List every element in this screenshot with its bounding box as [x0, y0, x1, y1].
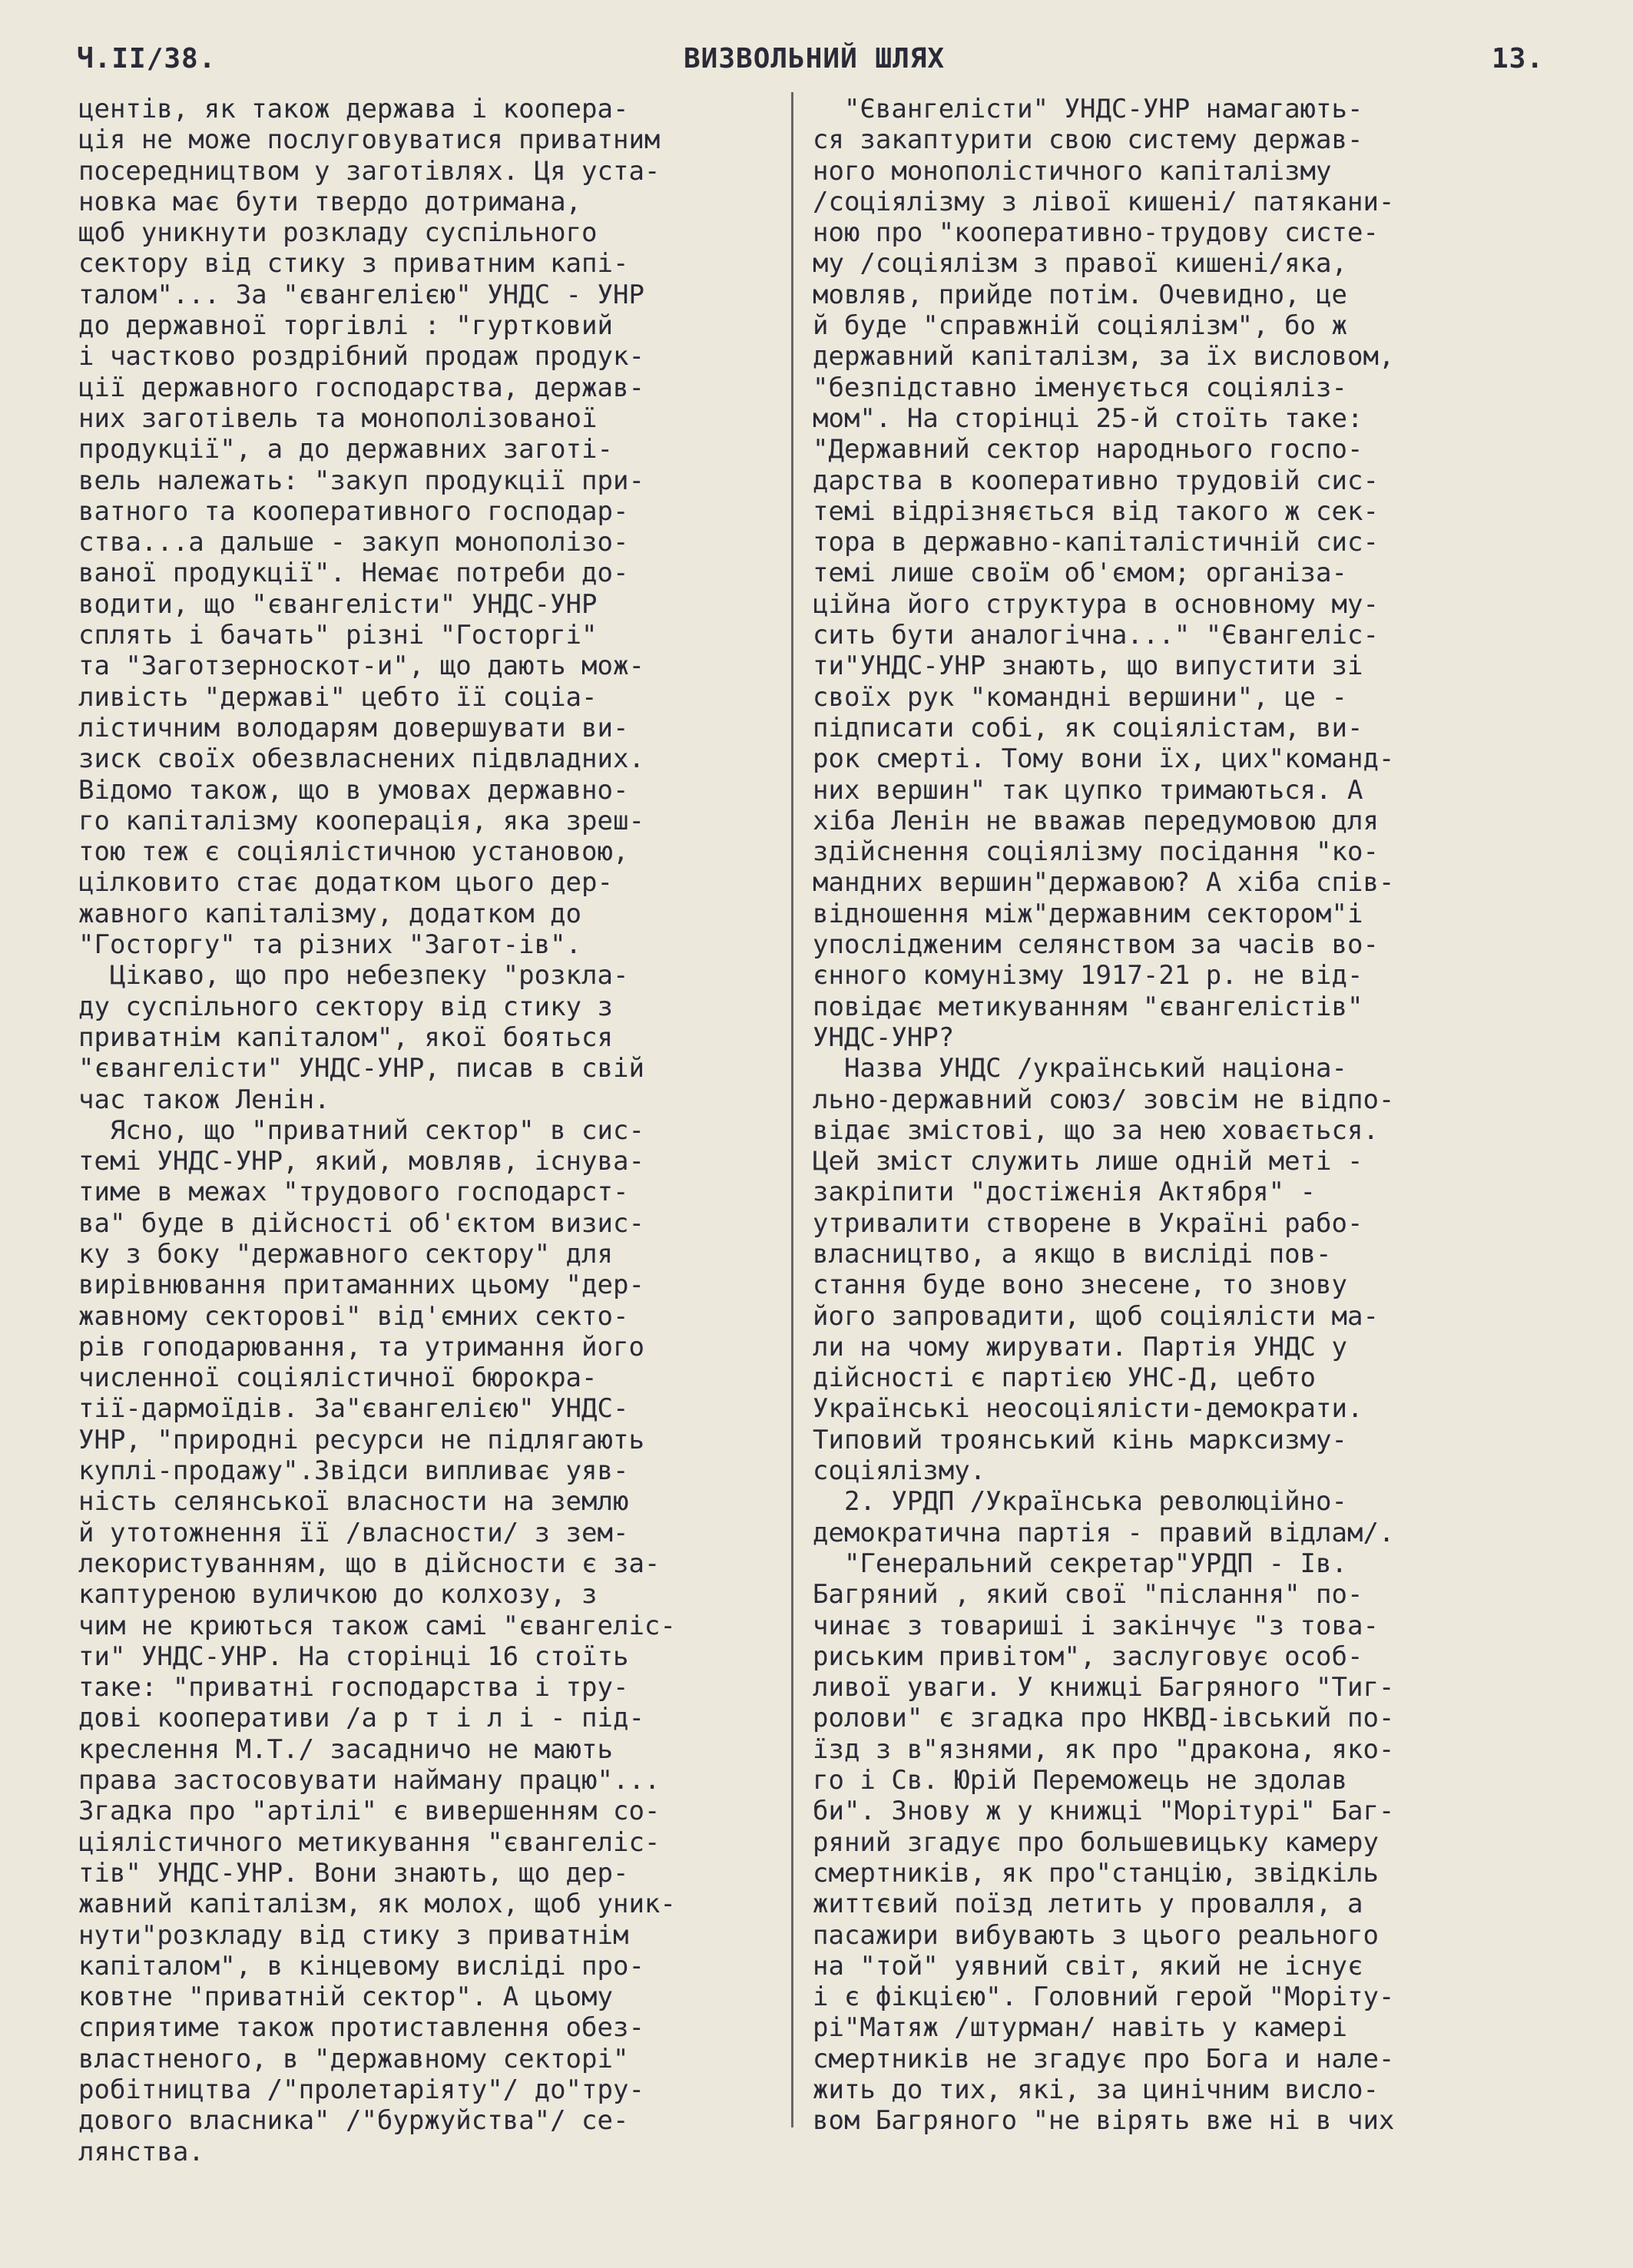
text-line: куплі-продажу".Звідси випливає уяв-: [78, 1455, 629, 1487]
text-line: новка має бути твердо дотримана,: [78, 186, 582, 217]
text-line: щоб уникнути розкладу суспільного: [78, 217, 598, 249]
text-line: "Державний сектор народнього госпо-: [813, 434, 1363, 465]
text-line: мовляв, прийде потім. Очевидно, це: [813, 279, 1347, 310]
text-line: ли на чому жирувати. Партія УНДС у: [813, 1331, 1347, 1362]
text-line: ку з боку "державного сектору" для: [78, 1238, 613, 1270]
text-line: /соціялізму з лівої кишені/ патякани-: [813, 186, 1395, 217]
text-line: темі лише своїм об'ємом; організа-: [813, 558, 1347, 589]
text-line: його запровадити, щоб соціялісти ма-: [813, 1300, 1379, 1332]
text-line: креслення М.Т./ засадничо не мають: [78, 1733, 613, 1765]
text-line: цілковито стає додатком цього дер-: [78, 867, 613, 899]
journal-title: ВИЗВОЛЬНИЙ ШЛЯХ: [684, 43, 946, 74]
text-line: льно-державний союз/ зовсім не відпо-: [813, 1084, 1395, 1115]
text-line: талом"... За "євангелією" УНДС - УНР: [78, 279, 644, 310]
text-line: "Євангелісти" УНДС-УНР намагають-: [813, 94, 1363, 124]
text-line: чинає з товариші і закінчує "з това-: [813, 1610, 1379, 1641]
text-line: смертників, як про"станцію, звідкіль: [813, 1857, 1379, 1889]
text-line: "безпідставно іменується соціяліз-: [813, 372, 1347, 403]
text-line: сплять і бачать" різні "Госторгі": [78, 620, 598, 651]
text-line: мом". На сторінці 25-й стоїть таке:: [813, 402, 1363, 434]
text-line: приватнім капіталом", якої бояться: [78, 1021, 613, 1053]
text-line: ролови" є згадка про НКВД-івський по-: [813, 1703, 1395, 1734]
text-line: тою теж є соціялістичною установою,: [78, 836, 629, 868]
text-line: ти"УНДС-УНР знають, що випустити зі: [813, 651, 1363, 682]
text-line: Типовий троянський кінь марксизму-: [813, 1424, 1347, 1455]
text-line: рок смерті. Тому вони їх, цих"команд-: [813, 743, 1395, 775]
text-line: Українські неосоціялісти-демократи.: [813, 1393, 1363, 1425]
text-line: Згадка про "артілі" є вивершенням со-: [78, 1796, 661, 1827]
text-line: і є фікцією". Головний герой "Моріту-: [813, 1982, 1395, 2013]
text-line: час також Ленін.: [78, 1084, 330, 1115]
text-line: би". Знову ж у книжці "Морітурі" Баг-: [813, 1796, 1395, 1827]
text-line: тора в державно-капіталістичній сис-: [813, 527, 1379, 558]
text-line: темі УНДС-УНР, який, мовляв, існува-: [78, 1146, 644, 1177]
text-line: водити, що "євангелісти" УНДС-УНР: [78, 588, 598, 620]
text-line: ною про "кооперативно-трудову систе-: [813, 217, 1379, 249]
text-line: ряний згадує про большевицьку камеру: [813, 1826, 1379, 1858]
text-line: тиме в межах "трудового господарст-: [78, 1177, 629, 1208]
text-line: відає змістові, що за нею ховається.: [813, 1114, 1379, 1146]
text-line: Ясно, що "приватний сектор" в сис-: [78, 1114, 644, 1146]
text-line: ного монополістичного капіталізму: [813, 155, 1332, 187]
text-line: дійсності є партією УНС-Д, цебто: [813, 1362, 1317, 1394]
text-line: Багряний , який свої "післання" по-: [813, 1579, 1363, 1611]
text-line: чим не криються також самі "євангеліс-: [78, 1610, 676, 1641]
text-line: таке: "приватні господарства і тру-: [78, 1672, 629, 1703]
text-line: соціялізму.: [813, 1455, 986, 1487]
text-line: лянства.: [78, 2136, 204, 2167]
text-line: до державної торгівлі : "гуртковий: [78, 310, 613, 342]
text-line: лекористуванням, що в дійсности є за-: [78, 1548, 661, 1579]
text-line: ся закаптурити свою систему держав-: [813, 124, 1363, 156]
text-line: ватного та кооперативного господар-: [78, 495, 629, 527]
text-line: "євангелісти" УНДС-УНР, писав в свій: [78, 1053, 644, 1084]
text-line: дового власника" /"буржуйства"/ се-: [78, 2105, 629, 2137]
text-line: й утотожнення її /власности/ з зем-: [78, 1517, 629, 1548]
text-line: права застосовувати найману працю"...: [78, 1765, 661, 1796]
text-line: робітництва /"пролетаріяту"/ до"тру-: [78, 2074, 644, 2105]
text-line: ційна його структура в основному му-: [813, 588, 1379, 620]
text-line: ваної продукції". Немає потреби до-: [78, 558, 629, 589]
text-line: сить бути аналогічна..." "Євангеліс-: [813, 620, 1379, 651]
text-line: жавному секторові" від'ємних секто-: [78, 1300, 629, 1332]
text-line: хіба Ленін не вважав передумовою для: [813, 805, 1379, 836]
text-line: відношення між"державним сектором"і: [813, 898, 1363, 929]
text-line: Назва УНДС /український націона-: [813, 1053, 1347, 1084]
text-line: ва" буде в дійсності об'єктом визис-: [78, 1207, 644, 1239]
text-line: посередництвом у заготівлях. Ця уста-: [78, 155, 661, 187]
text-line: демократична партія - правий відлам/.: [813, 1517, 1395, 1548]
text-line: вель належать: "закуп продукції при-: [78, 465, 644, 496]
text-line: підписати собі, як соціялістам, ви-: [813, 712, 1363, 743]
text-line: жить до тих, які, за цинічним висло-: [813, 2074, 1379, 2105]
text-line: "Генеральний секретар"УРДП - Ів.: [813, 1548, 1347, 1579]
text-line: ливої уваги. У книжці Багряного "Тиг-: [813, 1672, 1395, 1703]
text-line: тії-дармоїдів. За"євангелією" УНДС-: [78, 1393, 629, 1425]
text-line: дарства в кооперативно трудовій сис-: [813, 465, 1379, 496]
text-line: утривалити створене в Україні рабо-: [813, 1207, 1363, 1239]
text-line: жавного капіталізму, додатком до: [78, 898, 582, 929]
text-line: єнного комунізму 1917-21 р. не від-: [813, 960, 1363, 992]
text-line: зиск своїх обезвласнених підвладних.: [78, 743, 644, 775]
text-line: повідає метикуванням "євангелістів": [813, 991, 1363, 1022]
text-line: і частково роздрібний продаж продук-: [78, 341, 644, 372]
text-line: рів гоподарювання, та утримання його: [78, 1331, 644, 1362]
text-line: ції державного господарства, держав-: [78, 372, 644, 403]
text-line: ти" УНДС-УНР. На сторінці 16 стоїть: [78, 1641, 629, 1672]
text-line: стання буде воно знесене, то знову: [813, 1270, 1347, 1301]
text-line: "Госторгу" та різних "Загот-ів".: [78, 929, 582, 961]
text-line: сектору від стику з приватним капі-: [78, 248, 629, 280]
text-line: ціялістичного метикування "євангеліс-: [78, 1826, 661, 1858]
text-line: центів, як також держава і коопера-: [78, 94, 629, 124]
text-line: жавний капіталізм, як молох, щоб уник-: [78, 1889, 676, 1920]
text-line: життєвий поїзд летить у провалля, а: [813, 1889, 1363, 1920]
text-line: ду суспільного сектору від стику з: [78, 991, 613, 1022]
text-line: му /соціялізм з правої кишені/яка,: [813, 248, 1347, 280]
text-line: здійснення соціялізму посідання "ко-: [813, 836, 1379, 868]
text-line: ковтне "приватній сектор". А цьому: [78, 1982, 613, 2013]
text-line: властненого, в "державному секторі": [78, 2043, 629, 2074]
text-line: ливість "державі" цебто її соціа-: [78, 681, 598, 713]
text-line: їзд з в"язнями, як про "дракона, яко-: [813, 1733, 1395, 1765]
text-line: рі"Матяж /штурман/ навіть у камері: [813, 2012, 1347, 2044]
text-line: УНР, "природні ресурси не підлягають: [78, 1424, 644, 1455]
text-line: дові кооперативи /а р т і л і - під-: [78, 1703, 644, 1734]
text-line: та "Заготзерноскот-и", що дають мож-: [78, 651, 644, 682]
text-line: смертників не згадує про Бога и нале-: [813, 2043, 1395, 2074]
right-text-column: [813, 94, 1550, 2137]
text-line: Цікаво, що про небезпеку "розкла-: [78, 960, 629, 992]
text-line: численної соціялістичної бюрокра-: [78, 1362, 598, 1394]
text-line: пасажири вибувають з цього реального: [813, 1919, 1379, 1951]
text-line: риським привітом", заслуговує особ-: [813, 1641, 1363, 1672]
text-line: тів" УНДС-УНР. Вони знають, що дер-: [78, 1857, 629, 1889]
text-line: ція не може послуговуватися приватним: [78, 124, 661, 156]
text-line: них вершин" так цупко тримаються. А: [813, 774, 1363, 806]
page-header: [77, 43, 1544, 86]
page-number: 13.: [1491, 43, 1544, 74]
text-line: капіталом", в кінцевому висліді про-: [78, 1950, 644, 1982]
text-line: лістичним володарям довершувати ви-: [78, 712, 629, 743]
text-line: продукції", а до державних заготі-: [78, 434, 613, 465]
text-line: го капіталізму кооперація, яка зреш-: [78, 805, 644, 836]
text-line: державний капіталізм, за їх висловом,: [813, 341, 1395, 372]
text-line: вом Багряного "не вірять вже ні в чих: [813, 2105, 1395, 2137]
text-line: них заготівель та монополізованої: [78, 402, 598, 434]
text-line: й буде "справжній соціялізм", бо ж: [813, 310, 1347, 342]
text-line: на "той" уявний світ, який не існує: [813, 1950, 1363, 1982]
text-line: мандних вершин"державою? А хіба спів-: [813, 867, 1395, 899]
text-line: УНДС-УНР?: [813, 1021, 955, 1053]
text-line: закріпити "достіжєнія Актября" -: [813, 1177, 1317, 1208]
text-line: вирівнювання притаманних цьому "дер-: [78, 1270, 644, 1301]
issue-number: Ч.II/38.: [77, 43, 217, 74]
left-text-column: [78, 94, 816, 2167]
text-line: Цей зміст служить лише одній меті -: [813, 1146, 1363, 1177]
text-line: Відомо також, що в умовах державно-: [78, 774, 629, 806]
text-line: 2. УРДП /Українська революційно-: [813, 1486, 1347, 1518]
text-line: власництво, а якщо в висліді пов-: [813, 1238, 1332, 1270]
text-line: ства...а дальше - закуп монополізо-: [78, 527, 629, 558]
text-line: каптуреною вуличкою до колхозу, з: [78, 1579, 598, 1611]
text-line: темі відрізняється від такого ж сек-: [813, 495, 1379, 527]
text-line: упослідженим селянством за часів во-: [813, 929, 1379, 961]
text-line: своїх рук "командні вершини", це -: [813, 681, 1347, 713]
text-line: го і Св. Юрій Переможець не здолав: [813, 1765, 1347, 1796]
text-line: сприятиме також протиставлення обез-: [78, 2012, 644, 2044]
text-line: нути"розкладу від стику з приватнім: [78, 1919, 629, 1951]
text-line: ність селянської власности на землю: [78, 1486, 629, 1518]
